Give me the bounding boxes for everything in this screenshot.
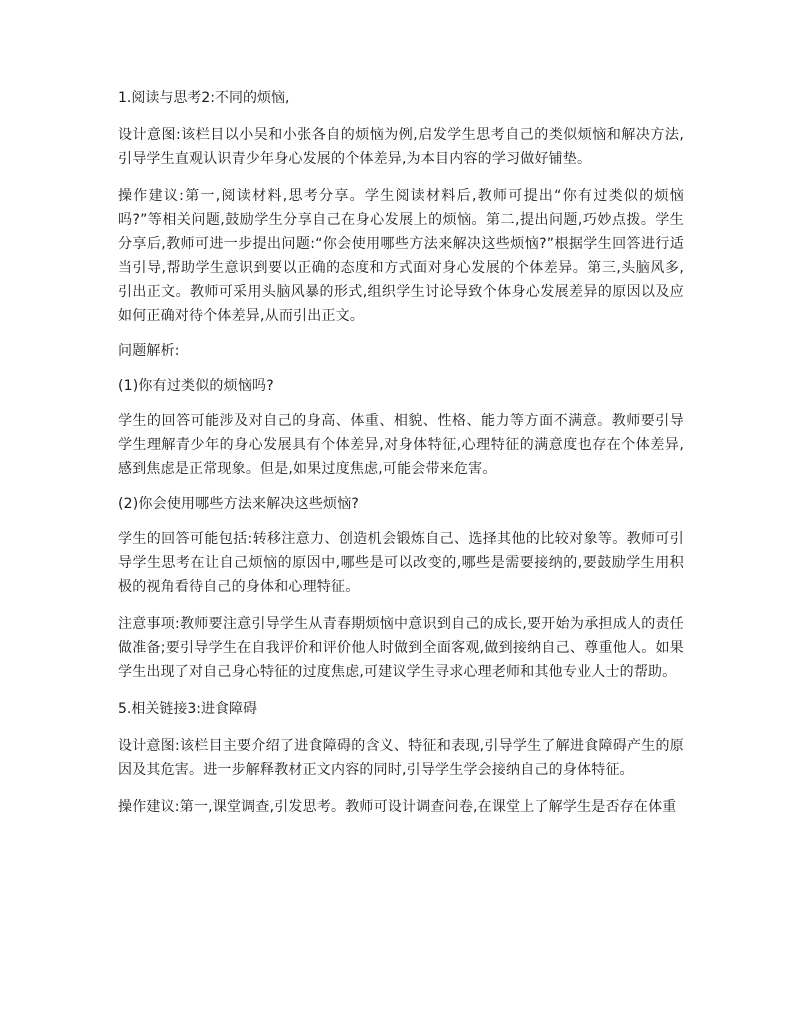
analysis-title: 问题解析: — [118, 343, 180, 359]
section-1-operation: 操作建议:第一,阅读材料,思考分享。学生阅读材料后,教师可提出“你有过类似的烦恼吗?”等相关问题,鼓励学生分享自己在身心发展上的烦恼。第二,提出问题,巧妙点拨。学生分享后,教师可进一步提出问题:“你会使用哪些方法来解决这些烦恼?”根据学生回答进行适当引导,帮助学生意识到要以正确的态度和方式面对身心发展的个体差异。第三,头脑风多,引出正文。教师可采用头脑风暴的形式,组织学生讨论导致个体身心发展差异的原因以及应如何正确对待个体差异,从而引出正文。 — [118, 188, 684, 324]
question-1: (1)你有过类似的烦恼吗? — [118, 378, 274, 394]
document-page — [118, 86, 684, 819]
section-5-design-intent: 设计意图:该栏目主要介绍了进食障碍的含义、特征和表现,引导学生了解进食障碍产生的原因及其危害。进一步解释教材正文内容的同时,引导学生学会接纳自己的身体特征。 — [118, 738, 684, 778]
section-5-operation: 操作建议:第一,课堂调查,引发思考。教师可设计调查问卷,在课堂上了解学生是否存在体重 — [118, 799, 677, 815]
question-2: (2)你会使用哪些方法来解决这些烦恼? — [118, 496, 360, 512]
section-5-heading: 5.相关链接3:进食障碍 — [118, 701, 257, 717]
notes: 注意事项:教师要注意引导学生从青春期烦恼中意识到自己的成长,要开始为承担成人的责任做准备;要引导学生在自我评价和评价他人时做到全面客观,做到接纳自己、尊重他人。如果学生出现了对自己身心特征的过度焦虑,可建议学生寻求心理老师和其他专业人士的帮助。 — [118, 616, 684, 680]
section-1-design-intent: 设计意图:该栏目以小吴和小张各自的烦恼为例,启发学生思考自己的类似烦恼和解决方法,引导学生直观认识青少年身心发展的个体差异,为本目内容的学习做好铺垫。 — [118, 127, 684, 167]
section-1-heading: 1.阅读与思考2:不同的烦恼, — [118, 90, 290, 106]
answer-2: 学生的回答可能包括:转移注意力、创造机会锻炼自己、选择其他的比较对象等。教师可引导学生思考在让自己烦恼的原因中,哪些是可以改变的,哪些是需要接纳的,要鼓励学生用积极的视角看待自己的身体和心理特征。 — [118, 531, 684, 595]
answer-1: 学生的回答可能涉及对自己的身高、体重、相貌、性格、能力等方面不满意。教师要引导学生理解青少年的身心发展具有个体差异,对身体特征,心理特征的满意度也存在个体差异,感到焦虑是正常现象。但是,如果过度焦虑,可能会带来危害。 — [118, 413, 684, 477]
